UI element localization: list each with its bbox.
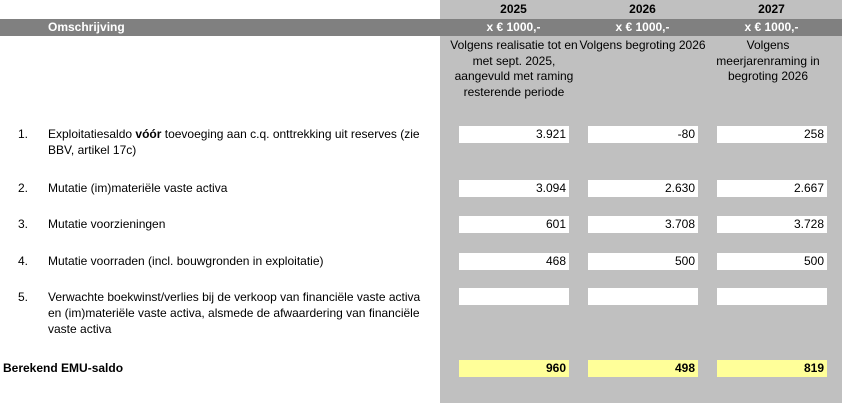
- row-number: 2.: [18, 181, 29, 195]
- row-number: 3.: [18, 217, 29, 231]
- total-label: Berekend EMU-saldo: [3, 361, 124, 375]
- row-description: [48, 126, 438, 158]
- row-number: 5.: [18, 290, 29, 304]
- value-cell-2025[interactable]: 601: [459, 216, 569, 233]
- unit-2026: x € 1000,-: [615, 20, 670, 34]
- row-description: Mutatie (im)materiële vaste activa: [48, 181, 228, 195]
- year-2025: 2025: [500, 2, 527, 16]
- value-cell-2027[interactable]: 3.728: [717, 216, 827, 233]
- value-cell-2026[interactable]: 2.630: [588, 180, 698, 197]
- row-description: Verwachte boekwinst/verlies bij de verkoop van financiële vaste activa en (im)materiële vaste activa, alsmede de afwaardering van financiële vaste activa: [48, 290, 421, 336]
- value-cell-2026[interactable]: [588, 288, 698, 305]
- value-cell-2027[interactable]: 2.667: [717, 180, 827, 197]
- row-description-emphasis: vóór: [135, 127, 162, 141]
- header-label: Omschrijving: [48, 20, 125, 34]
- value-cell-2027[interactable]: [717, 288, 827, 305]
- row-number: 4.: [18, 254, 29, 268]
- total-cell-2027[interactable]: 819: [717, 360, 827, 377]
- unit-2025: x € 1000,-: [486, 20, 541, 34]
- value-cell-2025[interactable]: 3.094: [459, 180, 569, 197]
- unit-2027: x € 1000,-: [744, 20, 799, 34]
- total-cell-2025[interactable]: 960: [459, 360, 569, 377]
- year-2027: 2027: [758, 2, 785, 16]
- note-2026: Volgens begroting 2026: [579, 38, 706, 52]
- value-cell-2026[interactable]: -80: [588, 126, 698, 143]
- row-number: 1.: [18, 127, 29, 141]
- total-cell-2026[interactable]: 498: [588, 360, 698, 377]
- year-2026: 2026: [629, 2, 656, 16]
- value-cell-2025[interactable]: 3.921: [459, 126, 569, 143]
- note-2025: Volgens realisatie tot en met sept. 2025, aangevuld met raming resterende periode: [450, 38, 578, 99]
- value-cell-2026[interactable]: 500: [588, 253, 698, 270]
- row-description-part: Exploitatiesaldo: [48, 127, 136, 141]
- value-cell-2025[interactable]: 468: [459, 253, 569, 270]
- note-2027: Volgens meerjarenraming in begroting 2026: [716, 38, 820, 83]
- row-description: Mutatie voorzieningen: [48, 217, 166, 231]
- value-cell-2025[interactable]: [459, 288, 569, 305]
- row-description-part: toevoeging aan c.q. onttrekking uit reserves (zie BBV, artikel 17c): [48, 127, 420, 157]
- value-cell-2027[interactable]: 258: [717, 126, 827, 143]
- value-cell-2026[interactable]: 3.708: [588, 216, 698, 233]
- value-cell-2027[interactable]: 500: [717, 253, 827, 270]
- row-description: Mutatie voorraden (incl. bouwgronden in exploitatie): [48, 254, 324, 268]
